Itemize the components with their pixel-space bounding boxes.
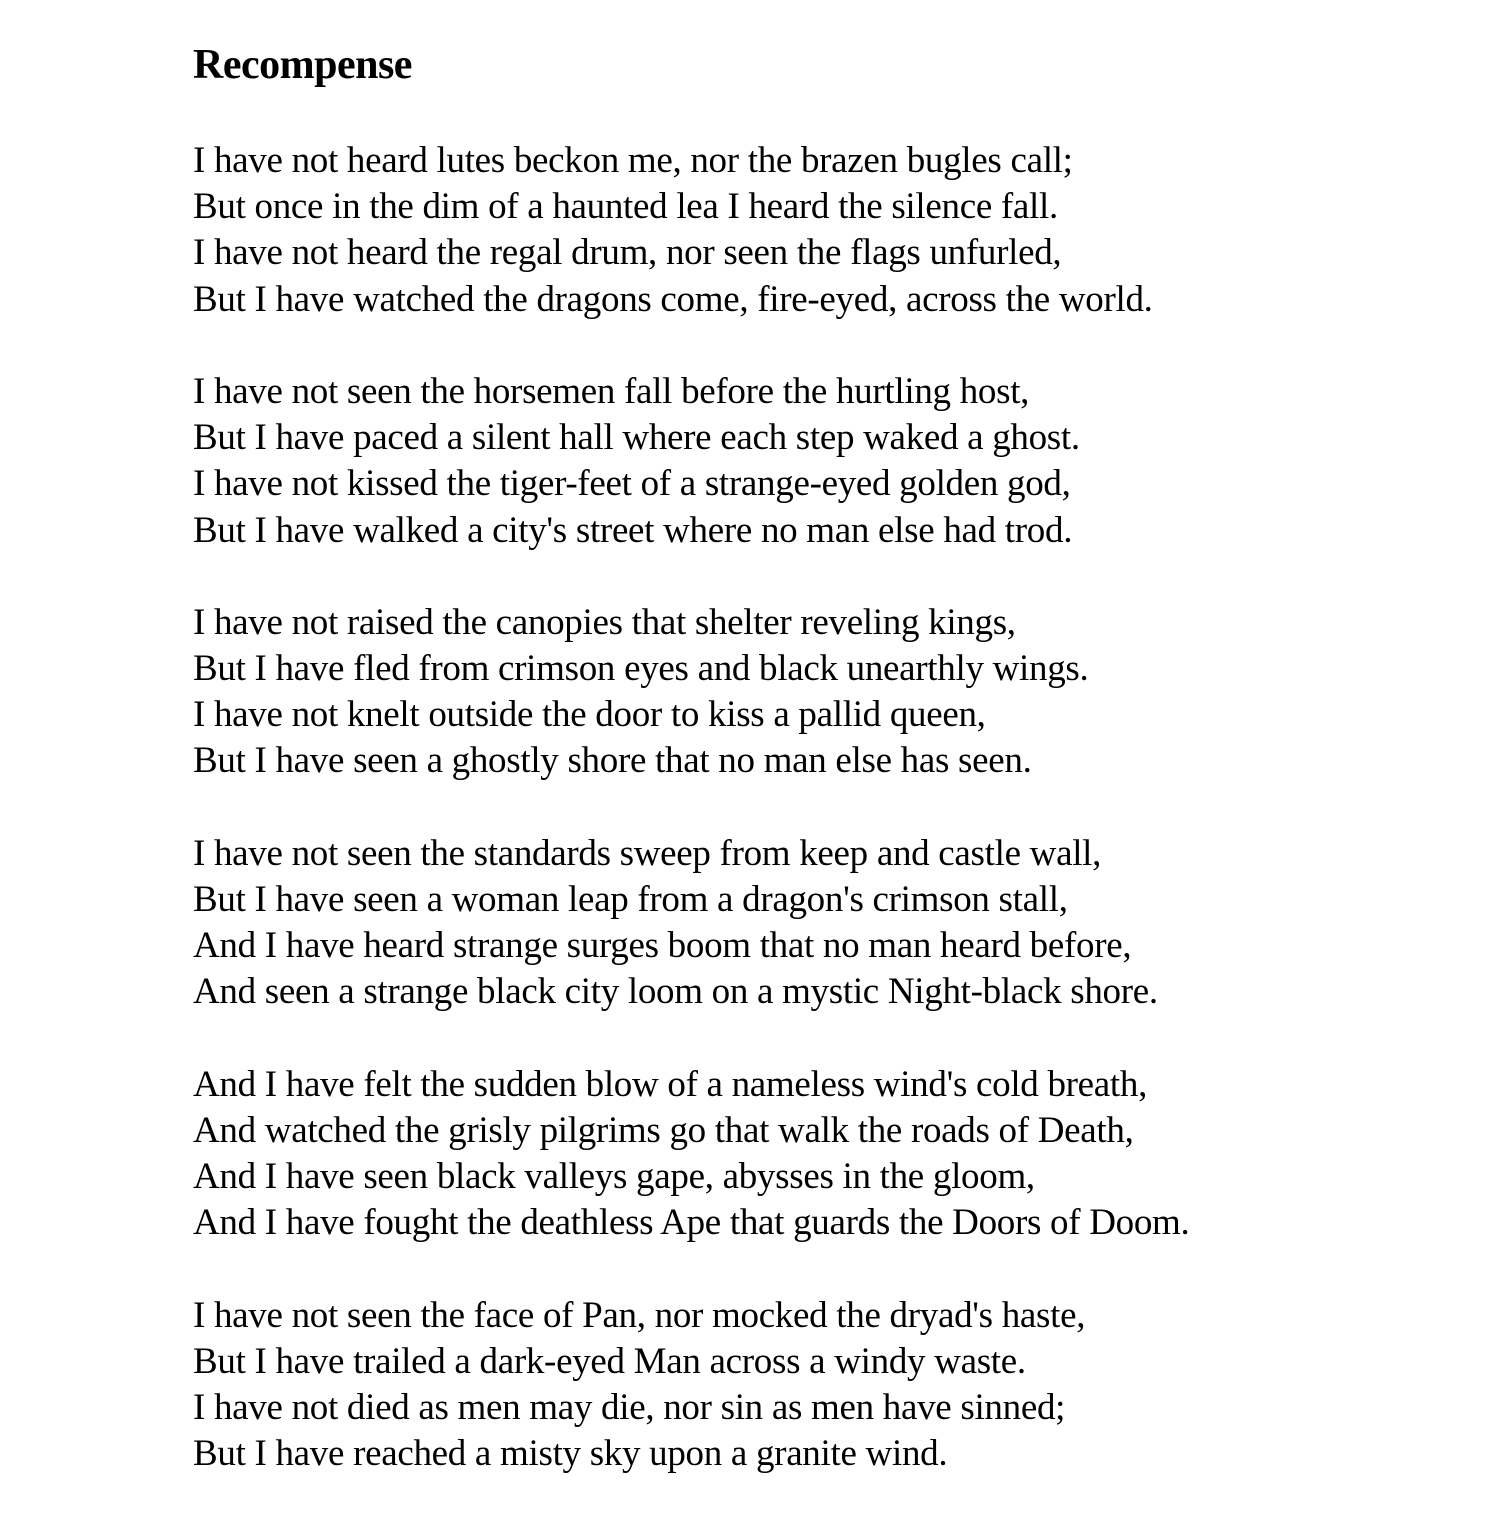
stanza-4 (193, 831, 1483, 1016)
poem-line: I have not seen the horsemen fall before the hurtling host, (193, 370, 1030, 412)
poem-line: I have not kissed the tiger-feet of a strange-eyed golden god, (193, 463, 1071, 505)
poem-line: But I have trailed a dark-eyed Man across a windy waste. (193, 1340, 1026, 1382)
poem-line: And watched the grisly pilgrims go that walk the roads of Death, (193, 1109, 1134, 1151)
poem-line: I have not heard lutes beckon me, nor the brazen bugles call; (193, 140, 1073, 181)
poem-line: And seen a strange black city loom on a mystic Night-black shore. (193, 971, 1158, 1013)
poem-line: I have not raised the canopies that shelter reveling kings, (193, 601, 1016, 643)
poem-line: But I have seen a woman leap from a dragon's crimson stall, (193, 879, 1068, 920)
stanza-5 (193, 1062, 1483, 1247)
poem-line: I have not seen the standards sweep from keep and castle wall, (193, 832, 1102, 874)
poem-line: But I have paced a silent hall where each step waked a ghost. (193, 417, 1080, 459)
poem-line: And I have felt the sudden blow of a nameless wind's cold breath, (193, 1063, 1148, 1105)
poem-line: I have not died as men may die, nor sin as men have sinned; (193, 1387, 1066, 1429)
poem-line: But I have seen a ghostly shore that no man else has seen. (193, 740, 1032, 782)
stanza-3 (193, 600, 1483, 785)
poem-line: But I have reached a misty sky upon a granite wind. (193, 1433, 948, 1475)
poem-line: But I have watched the dragons come, fire-eyed, across the world. (193, 278, 1153, 320)
poem-line: And I have fought the deathless Ape that guards the Doors of Doom. (193, 1202, 1190, 1244)
poem-line: And I have seen black valleys gape, abysses in the gloom, (193, 1156, 1035, 1198)
poem-line: But I have walked a city's street where no man else had trod. (193, 509, 1073, 551)
poem-line: I have not seen the face of Pan, nor mocked the dryad's haste, (193, 1294, 1086, 1336)
poem-line: I have not knelt outside the door to kiss a pallid queen, (193, 694, 986, 736)
poem-line: I have not heard the regal drum, nor seen the flags unfurled, (193, 232, 1062, 274)
poem-line: And I have heard strange surges boom that no man heard before, (193, 925, 1132, 967)
stanza-1 (193, 138, 1483, 323)
stanza-2 (193, 369, 1483, 554)
poem-title: Recompense (193, 42, 412, 88)
poem-line: But I have fled from crimson eyes and black unearthly wings. (193, 648, 1089, 690)
poem-page (193, 38, 1483, 1524)
poem-line: But once in the dim of a haunted lea I heard the silence fall. (193, 186, 1058, 228)
stanza-6 (193, 1293, 1483, 1478)
